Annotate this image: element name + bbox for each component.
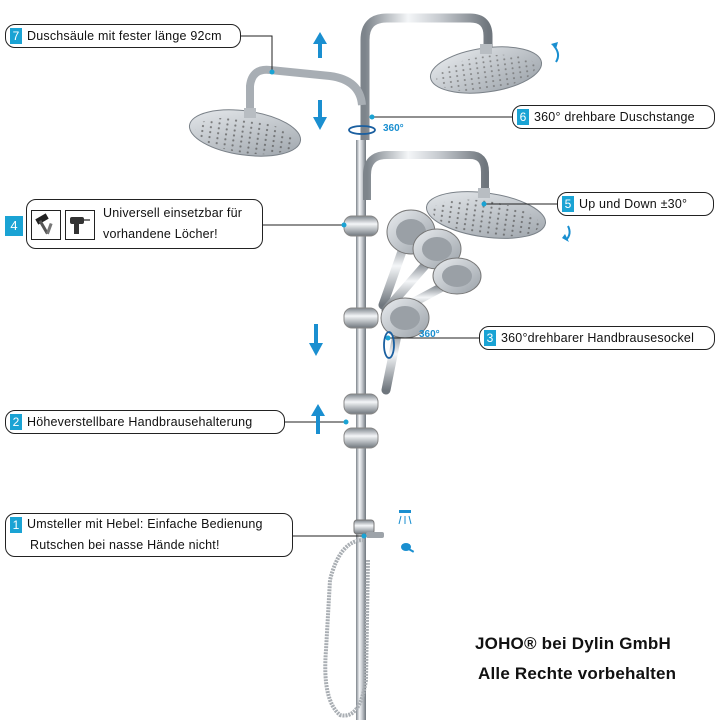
wall-bracket-top bbox=[344, 216, 378, 236]
arrow-down-icon bbox=[313, 100, 327, 130]
diverter-body bbox=[354, 520, 374, 534]
copyright-notice: Alle Rechte vorbehalten bbox=[478, 664, 677, 683]
callout-number: 2 bbox=[10, 414, 22, 430]
rotation-degree-label: 360° bbox=[383, 123, 404, 134]
callout-text: 360°drehbarer Handbrausesockel bbox=[501, 331, 695, 345]
left-shower-arm bbox=[250, 70, 362, 112]
callout-text-line1: Universell einsetzbar für bbox=[103, 206, 243, 220]
handshower-holder bbox=[344, 308, 378, 328]
copyright-owner: JOHO® bei Dylin GmbH bbox=[475, 634, 671, 653]
callout-text-line2: Rutschen bei nasse Hände nicht! bbox=[30, 538, 220, 552]
callout-text-line2: vorhandene Löcher! bbox=[103, 227, 218, 241]
callout-number: 7 bbox=[10, 28, 22, 44]
arrow-down-icon bbox=[309, 324, 323, 356]
drill-icon bbox=[65, 210, 95, 240]
callout-number: 6 bbox=[517, 109, 529, 125]
callout-number: 5 bbox=[562, 196, 574, 212]
callout-handshower-base bbox=[479, 326, 715, 350]
hammer-chisel-icon bbox=[31, 210, 61, 240]
arrow-up-icon bbox=[311, 404, 325, 434]
rain-spray-icon bbox=[399, 510, 411, 524]
callout-number: 1 bbox=[10, 517, 22, 533]
arrow-icons bbox=[309, 32, 327, 434]
callout-text-line1: Umsteller mit Hebel: Einfache Bedienung bbox=[27, 517, 263, 531]
rotation-degree-label: 360° bbox=[419, 329, 440, 340]
left-rain-head bbox=[186, 103, 303, 162]
callout-number: 4 bbox=[5, 216, 23, 236]
arrow-up-icon bbox=[313, 32, 327, 58]
hand-shower-fan bbox=[381, 210, 481, 390]
callout-column-length bbox=[5, 24, 241, 48]
callout-rotating-rod bbox=[512, 105, 715, 129]
callout-text: 360° drehbare Duschstange bbox=[534, 110, 695, 124]
callout-universal-fit bbox=[26, 199, 263, 249]
top-rain-head bbox=[427, 40, 544, 99]
callout-text: Up und Down ±30° bbox=[579, 197, 688, 211]
hand-spray-icon bbox=[401, 543, 414, 553]
callout-height-adjustable bbox=[5, 410, 285, 434]
holder-down bbox=[344, 428, 378, 448]
callout-diverter bbox=[5, 513, 293, 557]
diverter-lever bbox=[366, 532, 384, 538]
callout-tilt bbox=[557, 192, 714, 216]
callout-text: Duschsäule mit fester länge 92cm bbox=[27, 29, 222, 43]
holder-up bbox=[344, 394, 378, 414]
callout-number: 3 bbox=[484, 330, 496, 346]
callout-text: Höheverstellbare Handbrausehalterung bbox=[27, 415, 253, 429]
